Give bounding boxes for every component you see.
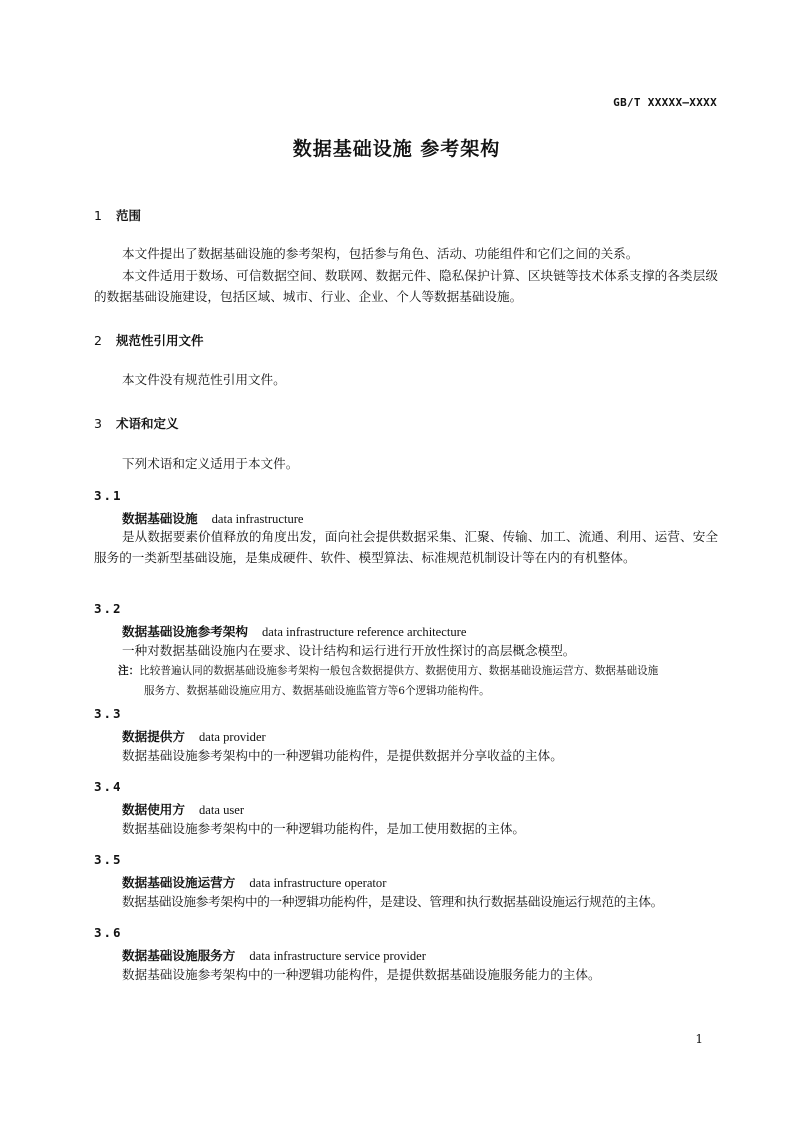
term-english: data infrastructure reference architecture	[261, 625, 467, 639]
term-english: data provider	[198, 730, 266, 744]
section-number: 2	[94, 333, 102, 348]
note-text: 比较普遍认同的数据基础设施参考架构一般包含数据提供方、数据使用方、数据基础设施运营方、数据基础设施	[139, 665, 659, 677]
term-number: 3.5	[94, 852, 123, 867]
term-chinese: 数据基础设施运营方	[122, 875, 236, 890]
term-english: data user	[198, 803, 245, 817]
term-english: data infrastructure operator	[249, 876, 387, 890]
section-1-heading	[94, 206, 141, 224]
term-heading	[122, 872, 386, 891]
paragraph: 下列术语和定义适用于本文件。	[122, 456, 299, 471]
term-chinese: 数据提供方	[122, 729, 185, 744]
term-number: 3.1	[94, 488, 123, 503]
term-chinese: 数据基础设施	[122, 511, 198, 526]
section-title: 术语和定义	[116, 416, 179, 431]
paragraph: 本文件没有规范性引用文件。	[122, 372, 286, 387]
term-definition: 数据基础设施参考架构中的一种逻辑功能构件，是加工使用数据的主体。	[122, 821, 525, 836]
section-number: 1	[94, 208, 102, 223]
term-chinese: 数据基础设施参考架构	[122, 624, 248, 639]
section-2-heading	[94, 331, 204, 349]
term-heading	[122, 508, 304, 527]
term-chinese: 数据使用方	[122, 802, 185, 817]
term-number: 3.6	[94, 925, 123, 940]
note-text-continued: 服务方、数据基础设施应用方、数据基础设施监管方等6个逻辑功能构件。	[144, 685, 490, 697]
paragraph: 本文件提出了数据基础设施的参考架构，包括参与角色、活动、功能组件和它们之间的关系。	[122, 246, 639, 261]
term-number: 3.2	[94, 601, 123, 616]
term-heading	[122, 726, 266, 745]
section-number: 3	[94, 416, 102, 431]
term-definition: 数据基础设施参考架构中的一种逻辑功能构件，是建设、管理和执行数据基础设施运行规范的主体。	[122, 894, 663, 909]
term-definition: 数据基础设施参考架构中的一种逻辑功能构件，是提供数据基础设施服务能力的主体。	[122, 967, 601, 982]
term-heading	[122, 945, 426, 964]
standard-number: GB/T XXXXX—XXXX	[613, 96, 717, 109]
term-chinese: 数据基础设施服务方	[122, 948, 236, 963]
term-definition: 一种对数据基础设施内在要求、设计结构和运行进行开放性探讨的高层概念模型。	[122, 643, 576, 658]
section-3-heading	[94, 414, 179, 432]
term-english: data infrastructure	[211, 512, 304, 526]
term-heading	[122, 621, 466, 640]
term-definition: 是从数据要素价值释放的角度出发，面向社会提供数据采集、汇聚、传输、加工、流通、利用、运营、安全服务的一类新型基础设施，是集成硬件、软件、模型算法、标准规范机制设计等在内的有机整体。	[94, 529, 718, 565]
note-label: 注：	[118, 665, 140, 677]
term-number: 3.3	[94, 706, 123, 721]
term-heading	[122, 799, 244, 818]
section-title: 规范性引用文件	[116, 333, 204, 348]
paragraph: 本文件适用于数场、可信数据空间、数联网、数据元件、隐私保护计算、区块链等技术体系支撑的各类层级的数据基础设施建设，包括区域、城市、行业、企业、个人等数据基础设施。	[94, 268, 718, 304]
term-english: data infrastructure service provider	[249, 949, 426, 963]
section-title: 范围	[116, 208, 142, 223]
page-number: 1	[695, 1032, 703, 1046]
term-number: 3.4	[94, 779, 123, 794]
term-definition: 数据基础设施参考架构中的一种逻辑功能构件，是提供数据并分享收益的主体。	[122, 748, 563, 763]
document-title: 数据基础设施 参考架构	[292, 138, 501, 160]
term-note	[118, 661, 718, 701]
